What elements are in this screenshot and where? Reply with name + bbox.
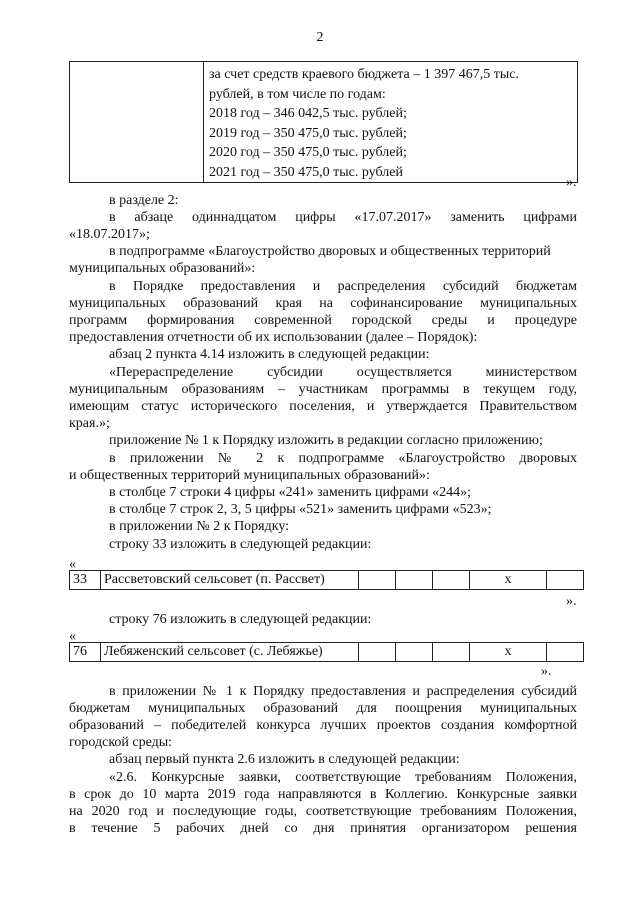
paragraph: «18.07.2017»;: [69, 227, 150, 242]
table-line: 2021 год – 350 475,0 тыс. рублей: [209, 164, 403, 180]
paragraph: бюджетам муниципальных образований для поощрения муниципальных: [69, 701, 577, 716]
table-line: за счет средств краевого бюджета – 1 397 467,5 тыс.: [209, 67, 519, 82]
paragraph: образований – победителей конкурса лучших проектов создания комфортной: [69, 718, 577, 733]
paragraph: строку 76 изложить в следующей редакции:: [109, 612, 372, 627]
row-number: 33: [70, 571, 101, 590]
paragraph: на 2020 год и последующие годы, соответствующие требованиям Положения,: [69, 804, 577, 819]
row-33-table: [69, 570, 584, 590]
paragraph: муниципальных образований»:: [69, 261, 256, 276]
empty-cell: [359, 571, 396, 590]
paragraph: абзац 2 пункта 4.14 изложить в следующей редакции:: [109, 347, 430, 362]
row-name: Лебяженский сельсовет (с. Лебяжье): [101, 643, 359, 662]
paragraph: муниципальных образований края на софинансирование муниципальных: [69, 296, 577, 311]
table-line: 2018 год – 346 042,5 тыс. рублей;: [209, 106, 407, 121]
paragraph: и общественных территорий муниципальных образований»:: [69, 468, 430, 483]
row-mark: х: [470, 571, 547, 590]
paragraph: в подпрограмме «Благоустройство дворовых и общественных территорий: [109, 244, 551, 259]
paragraph: в приложении № 2 к подпрограмме «Благоустройство дворовых: [109, 451, 577, 466]
empty-cell: [359, 643, 396, 662]
closing-quote: ».: [566, 594, 577, 609]
paragraph: абзац первый пункта 2.6 изложить в следующей редакции:: [109, 752, 460, 767]
table-line: 2019 год – 350 475,0 тыс. рублей;: [209, 125, 407, 141]
table-row: [70, 643, 584, 662]
empty-cell: [547, 643, 584, 662]
table-row: [70, 571, 584, 590]
financing-table: [69, 61, 578, 183]
page-number: 2: [316, 30, 324, 45]
table-cell-financing: [204, 62, 578, 183]
row-number: 76: [70, 643, 101, 662]
empty-cell: [396, 643, 433, 662]
paragraph: в приложении № 2 к Порядку:: [109, 519, 290, 534]
opening-quote: «: [69, 557, 76, 572]
paragraph: края.»;: [69, 416, 110, 431]
empty-cell: [433, 643, 470, 662]
paragraph: «2.6. Конкурсные заявки, соответствующие требованиям Положения,: [109, 770, 577, 785]
row-name: Рассветовский сельсовет (п. Рассвет): [101, 571, 359, 590]
table-cell-empty: [70, 62, 204, 183]
paragraph: городской среды:: [69, 735, 173, 750]
closing-quote: ».: [566, 175, 577, 190]
paragraph: в разделе 2:: [109, 193, 179, 208]
paragraph: в срок до 10 марта 2019 года направляются в Коллегию. Конкурсные заявки: [69, 787, 577, 802]
table-line: 2020 год – 350 475,0 тыс. рублей;: [209, 145, 407, 160]
paragraph: в столбце 7 строк 2, 3, 5 цифры «521» заменить цифрами «523»;: [109, 502, 492, 517]
empty-cell: [433, 571, 470, 590]
paragraph: приложение № 1 к Порядку изложить в редакции согласно приложению;: [109, 433, 543, 448]
paragraph: в абзаце одиннадцатом цифры «17.07.2017» заменить цифрами: [109, 210, 577, 225]
paragraph: имеющим статус исторического поселения, и утверждается Правительством: [69, 399, 577, 414]
row-mark: х: [470, 643, 547, 662]
paragraph: в Порядке предоставления и распределения субсидий бюджетам: [109, 279, 577, 294]
closing-quote: ».: [541, 664, 552, 679]
opening-quote: «: [69, 629, 76, 644]
table-line: рублей, в том числе по годам:: [209, 86, 386, 102]
paragraph: программ формирования современной городской среды и процедуре: [69, 313, 577, 328]
empty-cell: [547, 571, 584, 590]
paragraph: в приложении № 1 к Порядку предоставления и распределения субсидий: [109, 684, 577, 699]
paragraph: предоставления отчетности об их использовании (далее – Порядок):: [69, 330, 478, 345]
paragraph: строку 33 изложить в следующей редакции:: [109, 537, 372, 552]
paragraph: в столбце 7 строки 4 цифры «241» заменить цифрами «244»;: [109, 485, 471, 500]
row-76-table: [69, 642, 584, 662]
paragraph: в течение 5 рабочих дней со дня принятия организатором решения: [69, 821, 577, 836]
paragraph: «Перераспределение субсидии осуществляется министерством: [109, 365, 577, 380]
paragraph: муниципальным образованиям – участникам программы в текущем году,: [69, 382, 577, 397]
empty-cell: [396, 571, 433, 590]
